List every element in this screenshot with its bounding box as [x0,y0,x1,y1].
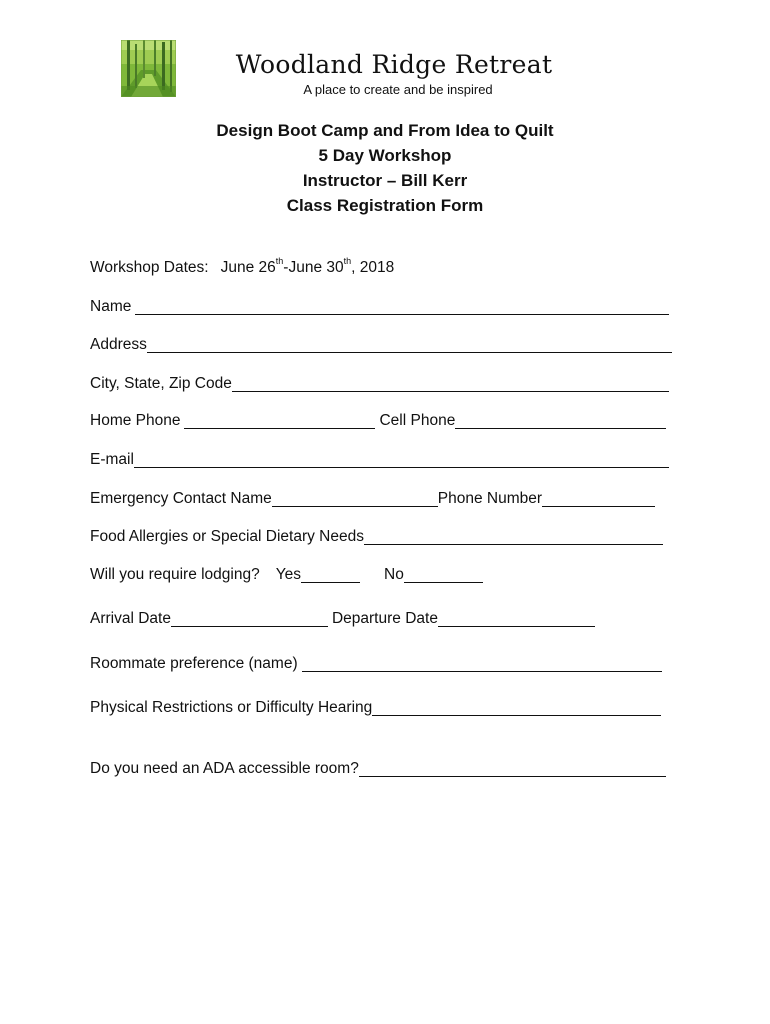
lodging-no-label: No [384,566,404,583]
address-row [90,335,672,355]
physical-restrictions-label: Physical Restrictions or Difficulty Hearing [90,699,373,716]
physical-restrictions-input-line[interactable] [372,699,661,716]
roommate-input-line[interactable] [302,655,662,672]
instructor-line: Instructor – Bill Kerr [302,171,468,190]
email-label: E-mail [90,451,134,468]
departure-date-label: Departure Date [331,610,438,627]
lodging-no-input-line[interactable] [404,566,483,583]
emergency-contact-input-line[interactable] [272,490,438,507]
ada-room-label: Do you need an ADA accessible room? [90,760,359,777]
lodging-yes-label: Yes [275,566,302,583]
physical-restrictions-row [90,698,661,718]
departure-date-input-line[interactable] [438,610,595,627]
roommate-row [90,654,662,674]
ada-room-row [90,759,666,779]
cell-phone-label: Cell Phone [379,412,456,429]
lodging-row [90,565,483,585]
home-phone-label: Home Phone [90,412,181,429]
address-input-line[interactable] [147,336,672,353]
workshop-title: Design Boot Camp and From Idea to Quilt [216,121,554,140]
email-input-line[interactable] [134,451,669,468]
dates-row [90,609,595,629]
phone-number-label: Phone Number [437,490,543,507]
retreat-name: Woodland Ridge Retreat [235,50,553,79]
food-allergies-input-line[interactable] [364,528,663,545]
roommate-label: Roommate preference (name) [90,655,298,672]
food-allergies-row [90,527,663,547]
arrival-date-input-line[interactable] [171,610,328,627]
city-state-zip-label: City, State, Zip Code [90,375,232,392]
cell-phone-input-line[interactable] [455,412,666,429]
emergency-contact-row [90,489,655,509]
city-state-zip-input-line[interactable] [232,375,669,392]
phone-row [90,411,666,431]
workshop-start-date: June 26th-June 30th, 2018 [220,255,395,276]
name-input-line[interactable] [135,298,669,315]
workshop-duration: 5 Day Workshop [318,146,452,165]
email-row [90,450,669,470]
name-row [90,297,669,317]
emergency-contact-label: Emergency Contact Name [90,490,272,507]
workshop-dates [90,255,395,278]
ada-room-input-line[interactable] [359,760,666,777]
workshop-dates-label: Workshop Dates: [90,259,209,276]
home-phone-input-line[interactable] [184,412,375,429]
city-state-zip-row [90,374,669,394]
phone-number-input-line[interactable] [542,490,655,507]
address-label: Address [90,336,147,353]
name-label: Name [90,298,132,315]
lodging-yes-input-line[interactable] [301,566,360,583]
lodging-question-label: Will you require lodging? [90,566,260,583]
form-title: Class Registration Form [286,196,484,215]
tagline: A place to create and be inspired [303,82,493,97]
arrival-date-label: Arrival Date [90,610,171,627]
food-allergies-label: Food Allergies or Special Dietary Needs [90,528,364,545]
